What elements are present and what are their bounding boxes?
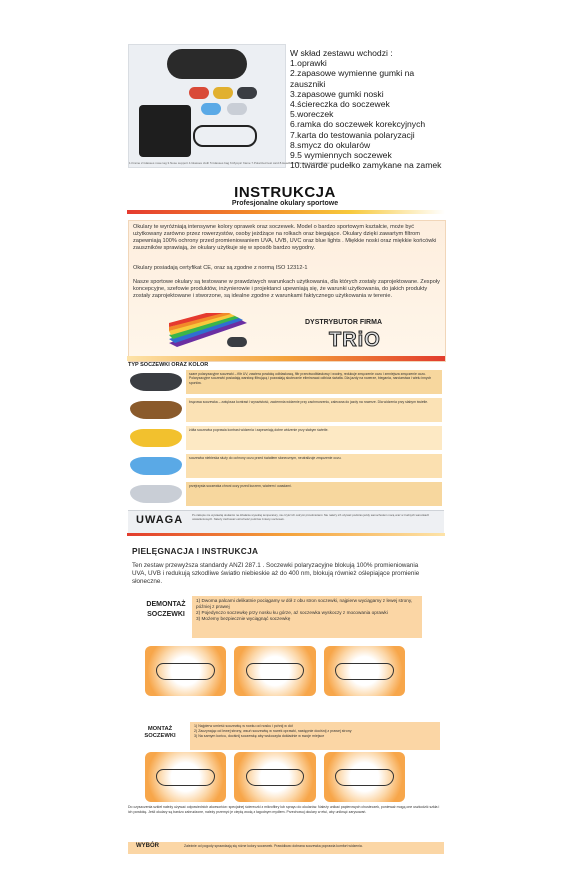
lens-removal-steps xyxy=(192,596,422,638)
kit-item: 8.smycz do okularów xyxy=(290,139,371,150)
lens-mounting-label: MONTAŻ SOCZEWKI xyxy=(144,726,176,739)
rainbow-graphic xyxy=(169,313,249,349)
glasses-frame xyxy=(193,125,257,147)
lens-red xyxy=(189,87,209,99)
lens-type-text: żółta soczewka poprawia kontrast widzenia i zapewniają dobre widzenie przy słabym świetle. xyxy=(186,426,442,450)
kit-item: 10.twarde pudełko zamykane na zamek xyxy=(290,160,442,171)
intro-paragraph: Okulary te wyróżniają intensywne kolory oprawek oraz soczewek. Model o bardzo sportowym kształcie, może być użytkowany zarówno przez rowerzystów, osoby jeżdżące na rolkach oraz biegające. Okulary dzięki zawartym filtrom zapewniają 100% ochrony przed promieniowaniem UVA, UVB, UVC oraz blue lights . Miękkie noski oraz miękkie końcówki zauszników sprawiają, że okulary użytkuje się w sposób bardzo wygodny. xyxy=(133,224,437,251)
photo-caption: 1.Frame 2.Glasses nose tag 3.Nose support 4.Glasses cloth 5.Glasses bag 6.Myopic frame 7.Polarized test card 8.Headband 9.lenses 10.Glasses box xyxy=(129,161,330,165)
kit-item: zauszniki xyxy=(290,78,326,89)
intro-paragraph: Nasze sportowe okulary są testowane w prawdziwych warunkach użytkowania, dla których zostały zaprojektowane. Zespoły koncepcyjne, szefowie produktów, inżynierowie i projektanci upewniają się, że warunki użytkowania, do jakich produkty zostały zaprojektowane i stworzone, są idealne zgodne z warunkami faktycznego użytkowania w terenie. xyxy=(133,279,440,299)
lens-blue xyxy=(201,103,221,115)
lens-type-row xyxy=(128,369,444,395)
kit-item: 5.woreczek xyxy=(290,109,334,120)
instruction-title: INSTRUKCJA xyxy=(234,184,336,201)
mounting-illustration xyxy=(234,752,315,802)
care-title: PIELĘGNACJA I INSTRUKCJA xyxy=(132,546,259,556)
lens-shape-brown xyxy=(130,401,182,419)
care-text: Ten zestaw przewyższa standardy ANZI 287.1 . Soczewki polaryzacyjne blokują 100% promieniowania UVA, UVB i redukują szkodliwe światło niebieskie aż do 400 nm, blokują również oślepiające promienie słoneczne. xyxy=(132,562,420,585)
kit-list xyxy=(290,48,560,170)
cleaning-text: Do czyszczenia szkieł należy używać odpowiednich akcesoriów: specjalnej ściereczki z mikrofibry lub sprayu do okularów. Należy unikać papierowych chusteczek, ponieważ mogą one uszkodzić szkła i ich powłokę. Jeśli okulary są bardzo zabrudzone, należy przemyć je ciepłą wodą z łagodnym mydłem. Przechowuj okulary w etui, aby uniknąć zarysowań. xyxy=(128,805,440,814)
distributor-label: DYSTRYBUTOR FIRMA xyxy=(305,319,382,326)
step: 2) Zaczynając od lewej strony, wsuń soczewkę w rowek oprawki, następnie dociśnij z prawej strony xyxy=(194,728,352,733)
removal-illustration xyxy=(234,646,315,696)
lens-shape-blue xyxy=(130,457,182,475)
choice-section xyxy=(128,842,444,854)
lens-shape-grey xyxy=(130,373,182,391)
lens-type-row xyxy=(128,397,444,423)
choice-label: WYBÓR xyxy=(136,843,159,849)
lens-type-text: szare polaryzacyjne soczewki – filtr UV, zawiera powłokę odblaskową, filtr przeciwodblaskowy i wodny, redukuje zmęczenie oczu i zmniejsza zmęczenie oczu. Polaryzacyjne soczewki posiadają warstwę filtrującą i pozwalają skutecznie eliminować odbicia światła. Dla jazdy na rowerze, biegania, narciarstwa i wielu innych sportów. xyxy=(186,370,442,394)
lens-type-row xyxy=(128,453,444,479)
removal-illustration xyxy=(145,646,226,696)
lens-grey xyxy=(237,87,257,99)
kit-item: 9.5 wymiennych soczewek xyxy=(290,150,392,161)
lens-shape-clear xyxy=(130,485,182,503)
step: 3) Możemy bezpiecznie wyciągnąć soczewkę xyxy=(196,616,291,621)
removal-illustrations xyxy=(145,646,405,696)
kit-item: 7.karta do testowania polaryzacji xyxy=(290,129,415,140)
kit-item: 3.zapasowe gumki noski xyxy=(290,88,384,99)
lens-shape-yellow xyxy=(130,429,182,447)
kit-heading: W skład zestawu wchodzi : xyxy=(290,48,393,58)
color-band xyxy=(127,533,445,536)
mounting-illustration xyxy=(145,752,226,802)
lens-mounting-section xyxy=(130,722,440,750)
choice-text: Zależnie od pogody sprawdzają się różne kolory soczewek. Prawidłowo dobrana soczewka poprawia komfort widzenia. xyxy=(184,844,363,848)
step: 1) Najpierw umieść soczewkę w rowku od nosku i pchnij w dół xyxy=(194,724,293,728)
instruction-subtitle: Profesjonalne okulary sportowe xyxy=(231,200,339,207)
warning-text: Po zakupie nie wystawiaj okularów na działanie wysokiej temperatury, nie czyść ich ostrymi przedmiotami. Nie należy ich używać podczas jazdy samochodem nocą oraz w trudnych warunkach oświetleniowych. Należy zachować ostrożność podczas zmiany soczewek. xyxy=(192,514,430,521)
warning-label: UWAGA xyxy=(136,514,184,526)
lens-removal-section xyxy=(132,594,422,640)
brand-logo: TRiO xyxy=(329,329,381,351)
mounting-illustrations xyxy=(145,752,405,802)
intro-panel xyxy=(128,220,446,362)
mounting-illustration xyxy=(324,752,405,802)
lens-types-title: TYP SOCZEWKI ORAZ KOLOR xyxy=(128,362,209,368)
lens-types-panel xyxy=(128,369,444,509)
removal-illustration xyxy=(324,646,405,696)
lens-clear xyxy=(227,103,247,115)
warning-box xyxy=(128,510,444,534)
lens-type-row xyxy=(128,481,444,507)
kit-item: 1.oprawki xyxy=(290,58,327,69)
lens-type-text: soczewka niebieska służy do ochrony oczu przed światłem słonecznym, neutralizuje zmęczenie oczu. xyxy=(186,454,442,478)
step: 3) Na samym końcu, dociśnij soczewkę aby wskoczyła dokładnie w swoje miejsce xyxy=(194,733,325,738)
step: 1) Dwoma palcami delikatnie pociągamy w dół z obu stron soczewki, najpierw wyciągamy z lewej strony, później z prawej xyxy=(196,598,413,609)
lens-yellow xyxy=(213,87,233,99)
lens-mounting-steps xyxy=(190,722,440,750)
kit-item: 6.ramka do soczewek korekcyjnych xyxy=(290,119,426,130)
lens-type-text: brązowa soczewka – zwiększa kontrast i wyrazistość, zaciemnia widzenie przy zachmurzeniu, zalecana do jazdy na rowerze. Dla widzenia przy słabym świetle. xyxy=(186,398,442,422)
intro-certificate: Okulary posiadają certyfikat CE, oraz są zgodne z normą ISO 12312-1 xyxy=(133,265,308,271)
lens-removal-label: DEMONTAŻ SOCZEWKI xyxy=(146,601,186,618)
hard-case xyxy=(167,49,247,79)
kit-item: 2.zapasowe wymienne gumki na xyxy=(290,68,415,79)
kit-item: 4.ściereczka do soczewek xyxy=(290,99,390,110)
color-band xyxy=(127,210,445,214)
color-band xyxy=(127,356,445,361)
pouch xyxy=(139,105,191,157)
step: 2) Pojedynczo soczewkę przy nosku ku górze, aż soczewka wyskoczy z mocowania oprawki xyxy=(196,610,388,615)
lens-type-row xyxy=(128,425,444,451)
lens-type-text: przejrzysta soczewka chroni oczy przed kurzem, wiatrem i owadami. xyxy=(186,482,442,506)
